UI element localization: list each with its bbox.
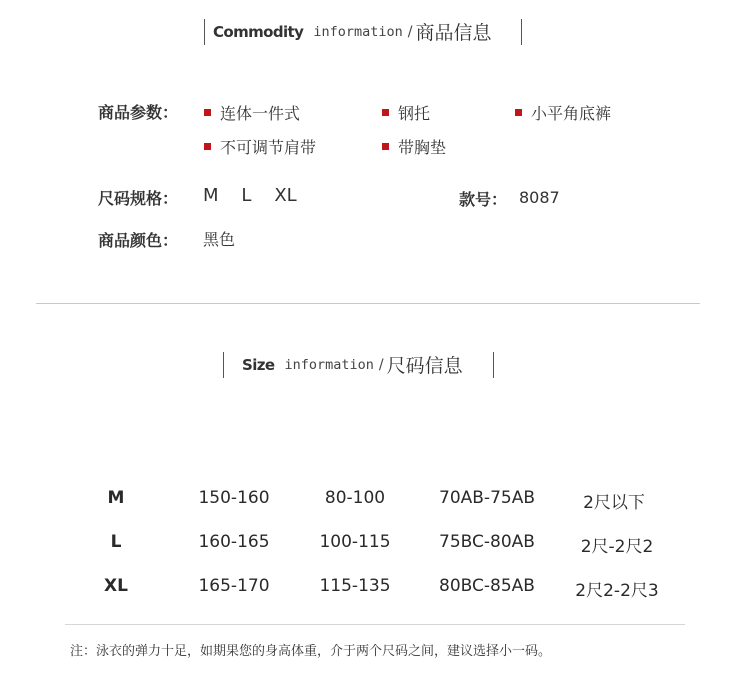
commodity-header-slash: /: [407, 23, 413, 40]
param-item: 钢托: [382, 101, 430, 124]
size-spec-value: M L XL: [203, 185, 297, 206]
size-cell: L: [110, 532, 122, 552]
param-item: 连体一件式: [204, 101, 300, 124]
param-item: 小平角底裤: [515, 101, 611, 124]
size-cell: M: [107, 488, 125, 508]
size-cell: XL: [104, 576, 128, 596]
commodity-header-en-light: information: [313, 23, 403, 40]
waist-cell: 2尺2-2尺3: [575, 581, 659, 601]
height-cell: 150-160: [198, 488, 270, 508]
waist-cell: 2尺-2尺2: [580, 537, 654, 557]
size-spec-label: 尺码规格：: [98, 189, 179, 208]
size-note: 注：泳衣的弹力十足，如期果您的身高体重，介于两个尺码之间，建议选择小一码。: [70, 644, 552, 659]
red-square-icon: [515, 109, 522, 116]
header-left-bar: [223, 352, 224, 378]
param-item: 不可调节肩带: [204, 135, 316, 158]
model-value: 8087: [519, 188, 560, 207]
color-value: 黑色: [203, 230, 236, 249]
weight-cell: 115-135: [319, 576, 391, 596]
size-header-slash: /: [378, 356, 384, 373]
waist-cell: 2尺以下: [583, 493, 645, 513]
height-cell: 160-165: [198, 532, 270, 552]
weight-cell: 100-115: [319, 532, 391, 552]
bust-cell: 75BC-80AB: [439, 532, 535, 552]
header-right-bar: [493, 352, 494, 378]
note-divider: [65, 624, 685, 625]
color-label: 商品颜色：: [98, 231, 179, 250]
bust-cell: 70AB-75AB: [439, 488, 535, 508]
red-square-icon: [204, 109, 211, 116]
section-divider: [36, 303, 700, 304]
model-label: 款号：: [459, 190, 508, 209]
height-cell: 165-170: [198, 576, 270, 596]
header-left-bar: [204, 19, 205, 45]
size-header-en-bold: Size: [242, 355, 275, 374]
red-square-icon: [382, 143, 389, 150]
param-item: 带胸垫: [382, 135, 446, 158]
size-header-cn: 尺码信息: [386, 355, 463, 377]
header-right-bar: [521, 19, 522, 45]
commodity-header-cn: 商品信息: [415, 22, 492, 44]
params-label: 商品参数：: [98, 103, 179, 122]
size-header: [223, 351, 494, 378]
bust-cell: 80BC-85AB: [439, 576, 535, 596]
commodity-header-en-bold: Commodity: [213, 22, 304, 41]
weight-cell: 80-100: [324, 488, 386, 508]
red-square-icon: [204, 143, 211, 150]
red-square-icon: [382, 109, 389, 116]
commodity-header: [204, 18, 522, 45]
size-header-en-light: information: [284, 356, 374, 373]
